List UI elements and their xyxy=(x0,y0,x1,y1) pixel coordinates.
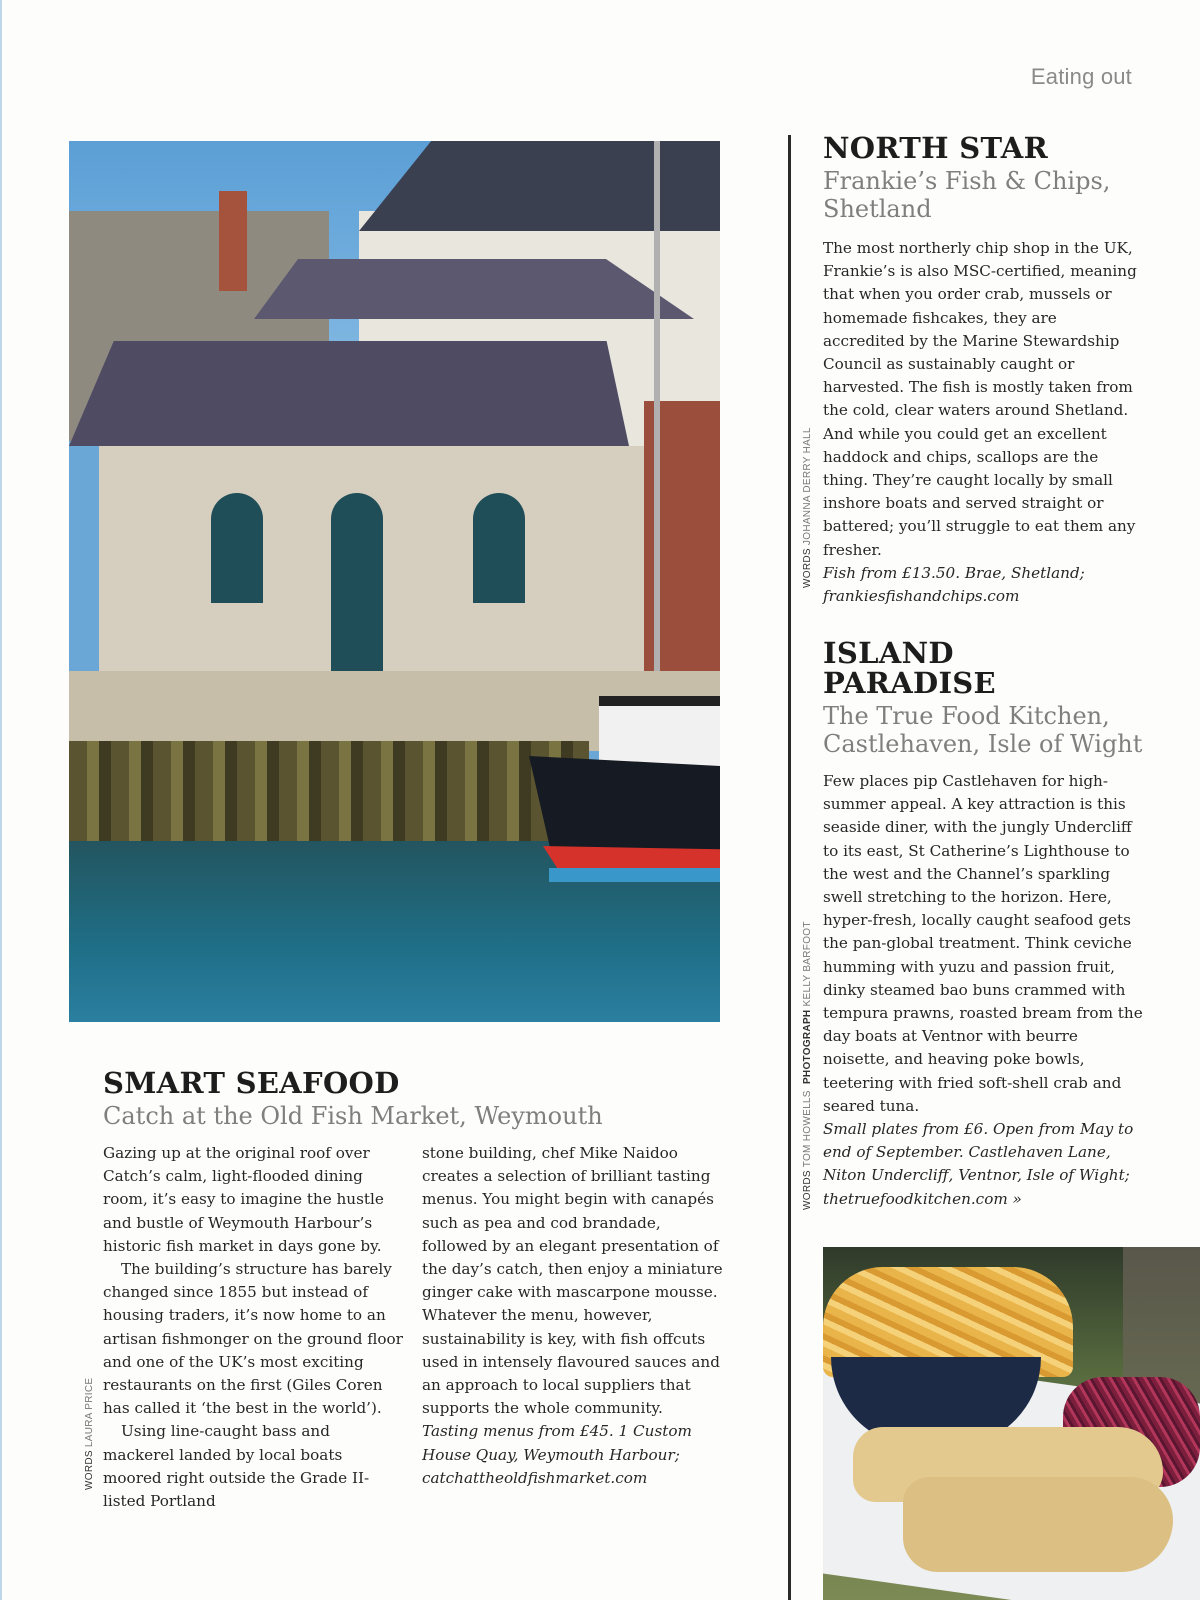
article-kicker: SMART SEAFOOD xyxy=(103,1066,400,1100)
body-paragraph: Few places pip Castlehaven for high-summer appeal. A key attraction is this seaside diner, with the jungly Undercliff to its east, St Catherine’s Lighthouse to the west and the Channel’s sparkling swell stretching to the horizon. Here, hyper-fresh, locally caught seafood gets the pan-global treatment. Think ceviche humming with yuzu and passion fruit, dinky steamed bao buns crammed with tempura prawns, roasted bream from the day boats at Ventnor with beurre noisette, and heaving poke bowls, teetering with fried soft-shell crab and seared tuna. xyxy=(823,772,1143,1115)
photo-lamp-pole xyxy=(654,141,660,701)
photo-arched-window xyxy=(211,493,263,603)
photo-chimney xyxy=(219,191,247,291)
byline-smart-seafood: WORDS LAURA PRICE xyxy=(84,1377,95,1490)
body-paragraph: stone building, chef Mike Naidoo creates a selection of brilliant tasting menus. You might begin with canapés such as pea and cod brandade, followed by an elegant presentation of the day’s catch, then enjoy a miniature ginger cake with mascarpone mousse. Whatever the menu, however, sustainability is key, with fish offcuts used in intensely flavoured sauces and an approach to local suppliers that supports the whole community. xyxy=(422,1144,723,1418)
photo-wooden-piles xyxy=(69,741,589,851)
body-paragraph: Gazing up at the original roof over Catch’s calm, light-flooded dining room, it’s easy to imagine the hustle and bustle of Weymouth Harbour’s historic fish market in days gone by. xyxy=(103,1144,384,1255)
photo-arched-door xyxy=(331,493,383,673)
page-edge xyxy=(0,0,2,1600)
photo-arched-window xyxy=(473,493,525,603)
byline-north-star: WORDS JOHANNA DERRY HALL xyxy=(802,427,813,588)
column-divider xyxy=(788,135,791,1600)
article-subtitle: Catch at the Old Fish Market, Weymouth xyxy=(103,1102,603,1130)
body-paragraph: Using line-caught bass and mackerel landed by local boats moored right outside the Grade II-listed Portland xyxy=(103,1422,370,1511)
article-subtitle: Frankie’s Fish & Chips, Shetland xyxy=(823,167,1111,223)
byline-island-paradise: WORDS TOM HOWELLS PHOTOGRAPH KELLY BARFOOT xyxy=(802,921,813,1210)
article-smart-seafood xyxy=(103,1068,723,1513)
article-body xyxy=(103,1142,723,1513)
article-subtitle: The True Food Kitchen, Castlehaven, Isle of Wight xyxy=(823,702,1143,758)
harbour-photo xyxy=(69,141,720,1022)
fish-and-chips-photo xyxy=(823,1247,1200,1600)
venue-info: Fish from £13.50. Brae, Shetland; frankiesfishandchips.com xyxy=(823,563,1085,606)
article-kicker: ISLAND PARADISE xyxy=(823,636,996,700)
photo-fish-fillet xyxy=(903,1477,1173,1572)
section-label: Eating out xyxy=(1030,64,1132,89)
article-north-star xyxy=(823,133,1143,608)
text-column-1 xyxy=(103,1142,404,1513)
article-body xyxy=(823,237,1143,608)
photo-roof xyxy=(69,341,629,446)
body-paragraph: The most northerly chip shop in the UK, Frankie’s is also MSC-certified, meaning that when you order crab, mussels or homemade fishcakes, they are accredited by the Marine Stewardship Council as sustainably caught or harvested. The fish is mostly taken from the cold, clear waters around Shetland. And while you could get an excellent haddock and chips, scallops are the thing. They’re caught locally by small inshore boats and served straight or battered; you’ll struggle to eat them any fresher. xyxy=(823,239,1137,559)
photo-fishing-boat xyxy=(529,696,720,896)
article-body xyxy=(823,770,1143,1211)
text-column-2 xyxy=(422,1142,723,1513)
venue-info: Tasting menus from £45. 1 Custom House Quay, Weymouth Harbour; catchattheoldfishmarket.com xyxy=(422,1422,692,1487)
article-island-paradise xyxy=(823,638,1143,1211)
article-kicker: NORTH STAR xyxy=(823,131,1048,165)
venue-info: Small plates from £6. Open from May to end of September. Castlehaven Lane, Niton Undercliff, Ventnor, Isle of Wight; thetruefoodkitchen.com » xyxy=(823,1120,1134,1208)
body-paragraph: The building’s structure has barely changed since 1855 but instead of housing traders, it’s now home to an artisan fishmonger on the ground floor and one of the UK’s most exciting restaurants on the first (Giles Coren has called it ‘the best in the world’). xyxy=(103,1260,403,1418)
